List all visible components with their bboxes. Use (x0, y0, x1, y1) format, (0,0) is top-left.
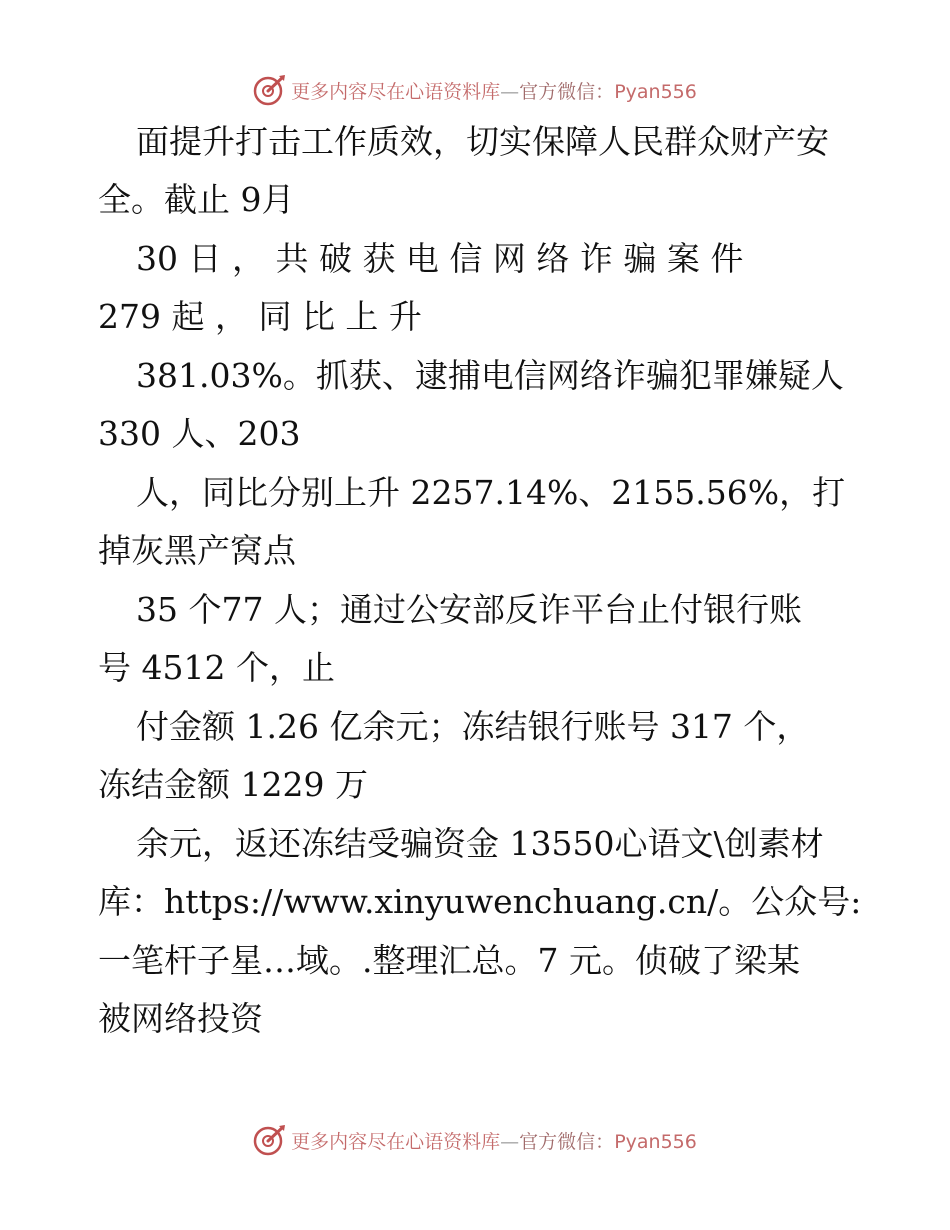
body-line: 库：https://www.xinyuwenchuang.cn/。公众号: (98, 882, 862, 921)
footer-banner (0, 1120, 950, 1160)
body-line: 35 个77 人；通过公安部反诈平台止付银行账 (136, 590, 802, 629)
body-line: 381.03%。抓获、逮捕电信网络诈骗犯罪嫌疑人 (136, 356, 844, 395)
banner-text: 更多内容尽在心语资料库—官方微信：Pyan556 (291, 1130, 697, 1153)
body-line: 付金额 1.26 亿余元；冻结银行账号 317 个， (136, 707, 810, 746)
body-line: 330 人、203 (98, 414, 301, 453)
body-line: 30 日 ， 共 破 获 电 信 网 络 诈 骗 案 件 (136, 239, 744, 278)
body-line: 面提升打击工作质效，切实保障人民群众财产安 (136, 122, 829, 161)
body-line: 人，同比分别上升 2257.14%、2155.56%，打 (136, 473, 846, 512)
body-line: 全。截止 9月 (98, 180, 295, 219)
body-line: 号 4512 个，止 (98, 648, 335, 687)
logo-icon (253, 73, 287, 107)
body-line: 被网络投资 (98, 999, 263, 1038)
header-banner (0, 70, 950, 110)
banner-text: 更多内容尽在心语资料库—官方微信：Pyan556 (291, 80, 697, 103)
logo-icon (253, 1123, 287, 1157)
body-line: 掉灰黑产窝点 (98, 531, 296, 570)
body-line: 一笔杆子星…域。.整理汇总。7 元。侦破了梁某 (98, 941, 800, 980)
body-line: 余元，返还冻结受骗资金 13550心语文\创素材 (136, 824, 824, 863)
body-line: 冻结金额 1229 万 (98, 765, 368, 804)
body-line: 279 起 ， 同 比 上 升 (98, 297, 422, 336)
